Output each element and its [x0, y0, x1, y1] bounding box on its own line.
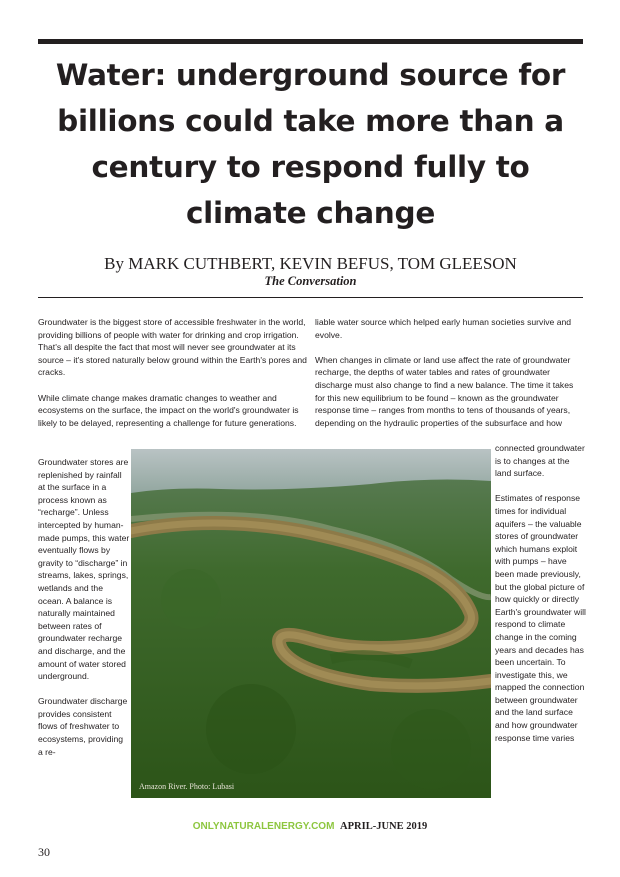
body-paragraph: While climate change makes dramatic changes to weather and ecosystems on the surface, the impact on the world's groundwater is likely to be delayed, representing a challenge for future generations.: [38, 392, 299, 428]
body-column-left-narrow: [38, 456, 130, 771]
body-paragraph: connected groundwater is to changes at the land surface.: [495, 443, 585, 479]
top-rule: [38, 39, 583, 44]
page-number: 30: [38, 845, 50, 859]
issue-date: APRIL-JUNE 2019: [340, 821, 428, 832]
body-paragraph: When changes in climate or land use affect the rate of groundwater recharge, the depths of water tables and rates of groundwater discharge must also change to find a new balance. The time it takes for this new equilibrium to be found – known as the groundwater response time – ranges from months to tens of thousands of years, depending on the hydraulic properties of the subsurface and how: [315, 354, 574, 428]
headline: Water: underground source for billions could take more than a century to respond fully to climate change: [55, 58, 566, 230]
body-column-right-narrow: [495, 442, 587, 757]
body-paragraph: Estimates of response times for individual aquifers – the valuable stores of groundwater which humans exploit with pumps – have been made previously, but the global picture of how quickly or directly Earth's groundwater will respond to climate change in the coming years and decades has been uncertain. To investigate this, we mapped the connection between groundwater and the land surface and how groundwater response time varies: [495, 493, 586, 743]
source-publication: The Conversation: [264, 274, 357, 288]
body-paragraph: Groundwater discharge provides consistent flows of freshwater to ecosystems, providing a re-: [38, 696, 128, 757]
byline: By MARK CUTHBERT, KEVIN BEFUS, TOM GLEESON: [104, 254, 517, 273]
body-paragraph: Groundwater stores are replenished by rainfall at the surface in a process known as “recharge”. Unless intercepted by human-made pumps, this water eventually flows by gravity to “discharge” in streams, lakes, springs, wetlands and the ocean. A balance is naturally maintained between rates of groundwater recharge and discharge, and the amount of water stored underground.: [38, 457, 130, 682]
body-column-right-top: [315, 316, 585, 442]
page-footer: [0, 821, 620, 832]
body-paragraph: liable water source which helped early human societies survive and evolve.: [315, 317, 572, 340]
byline-rule: [38, 297, 583, 298]
body-paragraph: Groundwater is the biggest store of accessible freshwater in the world, providing billions of people with water for drinking and crop irrigation. That's all despite the fact that most will never see groundwater at its source – it's stored naturally below ground within the Earth's pores and cracks.: [38, 317, 307, 378]
photo-caption: Amazon River. Photo: Lubasi: [139, 782, 235, 791]
amazon-river-photo: [131, 449, 491, 798]
body-column-left-top: [38, 316, 308, 442]
publication-brand: ONLYNATURALENERGY.COM: [192, 821, 335, 832]
aerial-forest-image: [131, 449, 491, 798]
